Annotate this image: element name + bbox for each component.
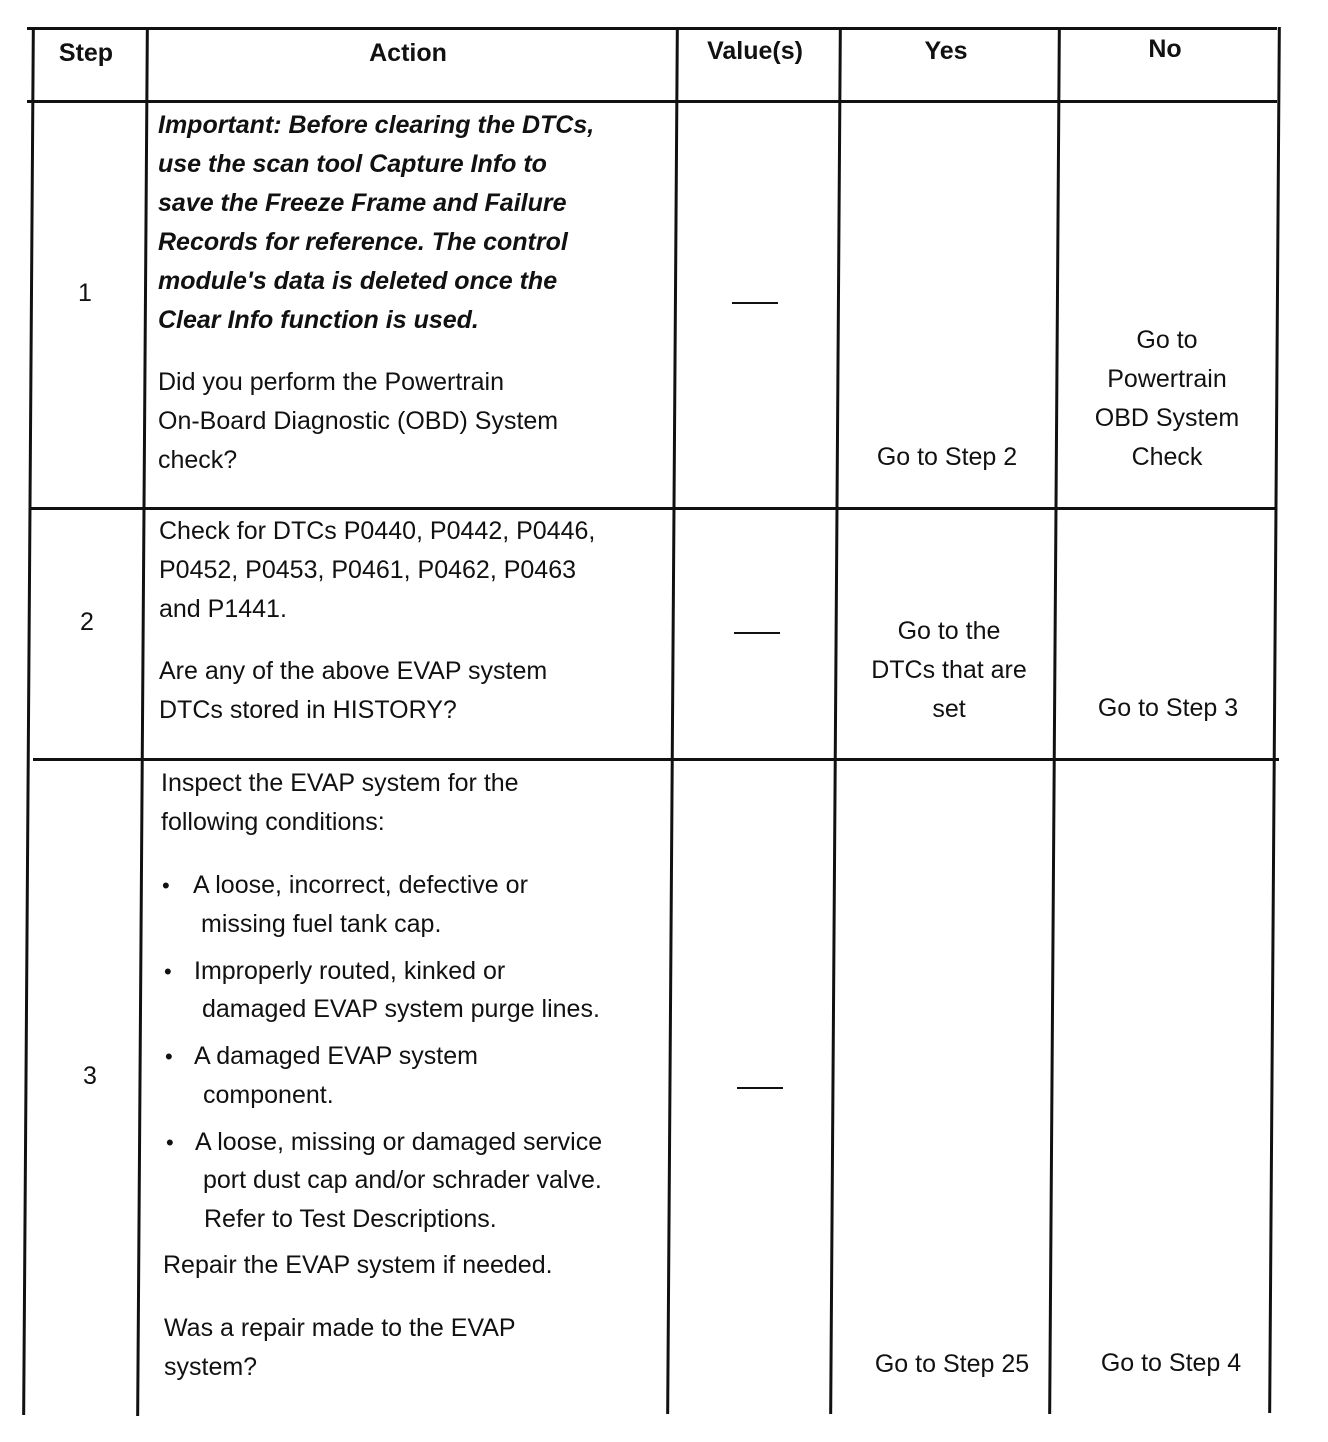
bullet-text: Refer to Test Descriptions. xyxy=(204,1205,497,1233)
row2-no: Go to Step 3 xyxy=(1097,694,1239,722)
row1-value-dash xyxy=(732,302,778,304)
question-line: check? xyxy=(158,446,238,474)
question-line: Did you perform the Powertrain xyxy=(158,368,504,396)
row2-bottom-border xyxy=(33,758,1279,761)
bullet-text: A loose, incorrect, defective or xyxy=(193,871,528,899)
yes-line: DTCs that are xyxy=(871,656,1027,684)
important-line: Important: Before clearing the DTCs, xyxy=(158,111,595,139)
intro-line: Inspect the EVAP system for the xyxy=(161,769,519,797)
bullet-text: A damaged EVAP system xyxy=(194,1042,478,1070)
bullet-marker: • xyxy=(162,873,170,898)
no-line: Check xyxy=(1131,443,1203,471)
row1-question xyxy=(158,363,558,480)
col-border-step-action xyxy=(136,30,149,1416)
question-line: On-Board Diagnostic (OBD) System xyxy=(158,407,559,435)
intro-line: following conditions: xyxy=(161,808,385,836)
bullet-marker: • xyxy=(166,1130,174,1155)
important-line: Records for reference. The control xyxy=(158,228,568,256)
bullet-marker: • xyxy=(165,1044,173,1069)
important-line: Clear Info function is used. xyxy=(158,306,479,334)
row3-intro xyxy=(161,764,519,842)
bullet-text: Improperly routed, kinked or xyxy=(194,957,506,985)
important-line: use the scan tool Capture Info to xyxy=(158,150,547,178)
question-line: Was a repair made to the EVAP xyxy=(164,1314,516,1342)
yes-line: Go to the xyxy=(897,617,1001,645)
row2-question xyxy=(159,652,547,730)
col-border-left xyxy=(22,27,35,1415)
important-line: module's data is deleted once the xyxy=(158,267,558,295)
header-no: No xyxy=(1148,35,1182,63)
row3-question xyxy=(164,1309,516,1387)
no-line: Go to xyxy=(1136,326,1198,354)
header-action: Action xyxy=(369,39,447,67)
col-border-action-value xyxy=(666,30,679,1414)
question-line: DTCs stored in HISTORY? xyxy=(159,696,457,724)
question-line: Are any of the above EVAP system xyxy=(159,657,548,685)
header-yes: Yes xyxy=(924,37,968,65)
row3-repair: Repair the EVAP system if needed. xyxy=(163,1251,553,1279)
important-line: save the Freeze Frame and Failure xyxy=(158,189,567,217)
row2-step: 2 xyxy=(80,608,94,636)
bullet-text: damaged EVAP system purge lines. xyxy=(202,995,600,1023)
bullet-text: missing fuel tank cap. xyxy=(201,910,442,938)
row1-important-note xyxy=(158,106,594,340)
row2-action-text xyxy=(159,512,595,629)
bullet-text: component. xyxy=(203,1081,334,1109)
row3-no: Go to Step 4 xyxy=(1100,1349,1242,1377)
header-values: Value(s) xyxy=(707,37,803,65)
row3-yes: Go to Step 25 xyxy=(874,1350,1030,1378)
row2-yes xyxy=(839,612,1059,729)
action-line: and P1441. xyxy=(159,595,287,623)
bullet-marker: • xyxy=(164,959,172,984)
yes-line: set xyxy=(932,695,966,723)
no-line: Powertrain xyxy=(1107,365,1227,393)
row1-step: 1 xyxy=(78,279,92,307)
row1-yes: Go to Step 2 xyxy=(876,443,1018,471)
row3-step: 3 xyxy=(83,1062,97,1090)
action-line: P0452, P0453, P0461, P0462, P0463 xyxy=(159,556,577,584)
action-line: Check for DTCs P0440, P0442, P0446, xyxy=(159,517,596,545)
question-line: system? xyxy=(164,1353,258,1381)
row1-no xyxy=(1057,321,1277,477)
header-step: Step xyxy=(58,39,114,67)
no-line: OBD System xyxy=(1094,404,1240,432)
table-top-border xyxy=(27,27,1277,30)
row1-bottom-border xyxy=(30,507,1277,510)
bullet-text: A loose, missing or damaged service xyxy=(195,1128,603,1156)
row3-value-dash xyxy=(737,1087,783,1089)
bullet-text: port dust cap and/or schrader valve. xyxy=(203,1166,602,1194)
row2-value-dash xyxy=(734,632,780,634)
header-bottom-border xyxy=(27,100,1277,103)
